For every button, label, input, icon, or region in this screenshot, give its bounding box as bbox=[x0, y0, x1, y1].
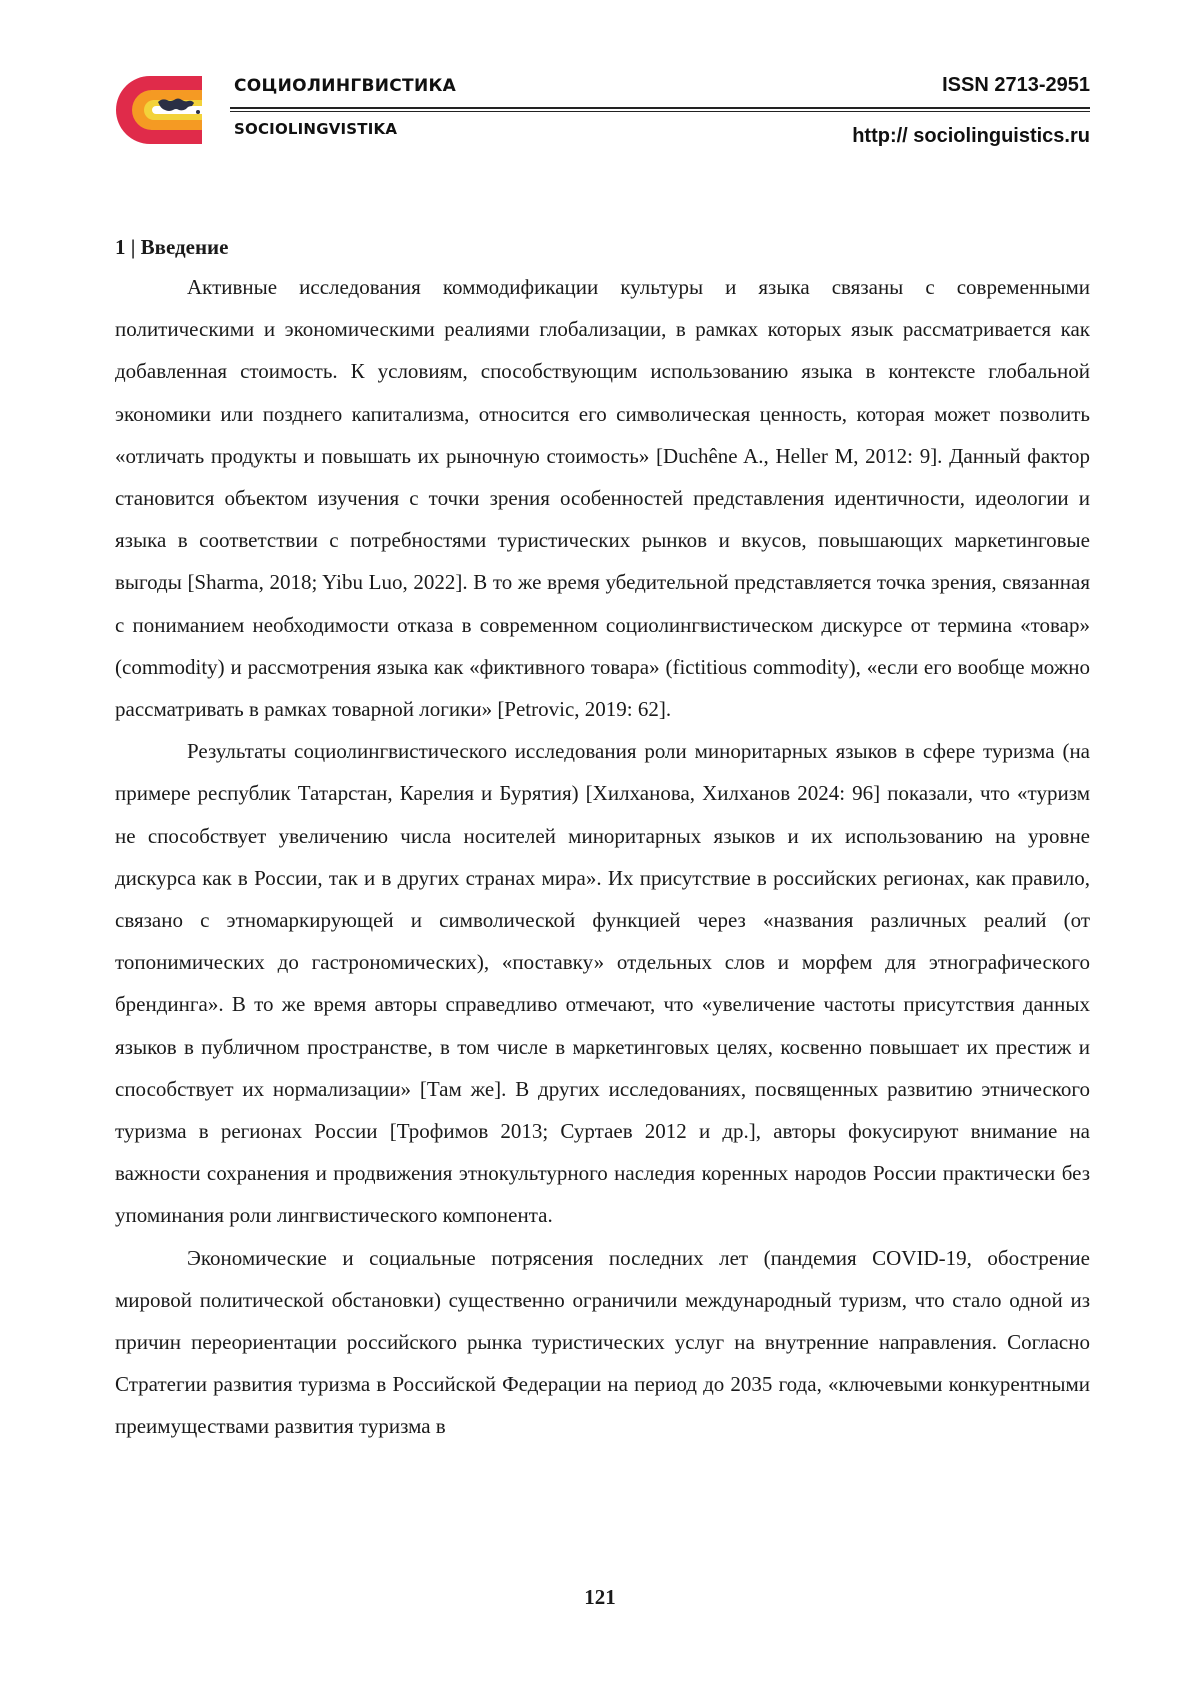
header-rule-thin bbox=[230, 111, 1090, 112]
issn-label: ISSN 2713-2951 bbox=[942, 74, 1090, 96]
paragraph-1: Активные исследования коммодификации культуры и языка связаны с современными политическими и экономическими реалиями глобализации, в рамках которых язык рассматривается как добавленная стоимость. К условиям, способствующим использованию языка в контексте глобальной экономики или позднего капитализма, относится его символическая ценность, которая может позволить «отличать продукты и повышать их рыночную стоимость» [Duchêne A., Heller M, 2012: 9]. Данный фактор становится объектом изучения с точки зрения особенностей представления идентичности, идеологии и языка в соответствии с потребностями туристических рынков и вкусов, повышающих маркетинговые выгоды [Sharma, 2018; Yibu Luo, 2022]. В то же время убедительной представляется точка зрения, связанная с пониманием необходимости отказа в современном социолингвистическом дискурсе от термина «товар» (commodity) и рассмотрения языка как «фиктивного товара» (fictitious commodity), «если его вообще можно рассматривать в рамках товарной логики» [Petrovic, 2019: 62]. bbox=[115, 275, 1090, 722]
journal-title-en: SOCIOLINGVISTIKA bbox=[234, 120, 398, 138]
page-header bbox=[0, 0, 1200, 160]
header-rule-thick bbox=[230, 107, 1090, 109]
journal-title-ru: СОЦИОЛИНГВИСТИКА bbox=[234, 76, 457, 96]
section-heading: 1 | Введение bbox=[115, 235, 229, 259]
article-body bbox=[115, 232, 1090, 1448]
paragraph-3: Экономические и социальные потрясения последних лет (пандемия COVID-19, обострение мировой политической обстановки) существенно ограничили международный туризм, что стало одной из причин переориентации российского рынка туристических услуг на внутренние направления. Согласно Стратегии развития туризма в Российской Федерации на период до 2035 года, «ключевыми конкурентными преимуществами развития туризма в bbox=[115, 1245, 1090, 1439]
journal-url: http:// sociolinguistics.ru bbox=[852, 125, 1090, 147]
paragraph-2: Результаты социолингвистического исследования роли миноритарных языков в сфере туризма (на примере республик Татарстан, Карелия и Бурятия) [Хилханова, Хилханов 2024: 96] показали, что «туризм не способствует увеличению числа носителей миноритарных языков и их использованию на уровне дискурса как в России, так и в других странах мира». Их присутствие в российских регионах, как правило, связано с этномаркирующей и символической функцией через «названия различных реалий (от топонимических до гастрономических), «поставку» отдельных слов и морфем для этнографического брендинга». В то же время авторы справедливо отмечают, что «увеличение частоты присутствия данных языков в публичном пространстве, в том числе в маркетинговых целях, косвенно повышает их престиж и способствует их нормализации» [Там же]. В других исследованиях, посвященных развитию этнического туризма в регионах России [Трофимов 2013; Суртаев 2012 и др.], авторы фокусируют внимание на важности сохранения и продвижения этнокультурного наследия коренных народов России практически без упоминания роли лингвистического компонента. bbox=[115, 739, 1090, 1228]
journal-logo-icon bbox=[112, 72, 212, 148]
page-number: 121 bbox=[584, 1585, 616, 1609]
